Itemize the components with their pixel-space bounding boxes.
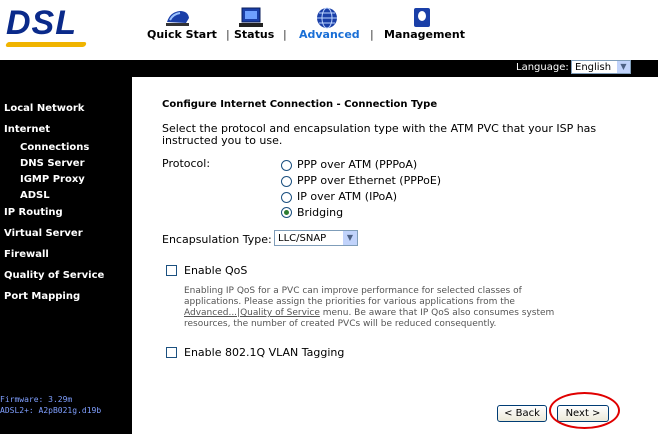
qos-note-line-1: Enabling IP QoS for a PVC can improve performance for selected classes of: [184, 286, 522, 296]
qos-note-line-3: [184, 308, 554, 319]
qos-note-line-3-text: menu. Be aware that IP QoS also consumes system: [319, 308, 555, 318]
sidebar-item-firewall[interactable]: Firewall: [4, 249, 49, 260]
radio-bridging-label: Bridging: [297, 206, 344, 219]
enable-vlan-label: Enable 802.1Q VLAN Tagging: [184, 346, 345, 359]
chevron-down-icon[interactable]: ▼: [343, 231, 357, 245]
nav-management[interactable]: Management: [384, 28, 465, 41]
sidebar-item-dns-server[interactable]: DNS Server: [20, 158, 85, 169]
language-value: English: [575, 62, 612, 73]
radio-bridging[interactable]: [281, 207, 292, 218]
nav-status[interactable]: Status: [234, 28, 275, 41]
enable-qos-label: Enable QoS: [184, 264, 248, 277]
sidebar-item-ip-routing[interactable]: IP Routing: [4, 207, 63, 218]
firmware-version: Firmware: 3.29m: [0, 395, 73, 404]
sidebar-item-igmp-proxy[interactable]: IGMP Proxy: [20, 174, 85, 185]
nav-separator: |: [283, 28, 287, 41]
encapsulation-label: Encapsulation Type:: [162, 233, 272, 246]
sidebar-item-internet[interactable]: Internet: [4, 124, 51, 135]
advanced-globe-icon[interactable]: [313, 6, 341, 30]
back-button[interactable]: < Back: [497, 405, 547, 422]
nav-separator: |: [226, 28, 230, 41]
next-button-highlight: [549, 392, 620, 429]
chevron-down-icon[interactable]: ▼: [617, 61, 630, 73]
quick-start-icon[interactable]: [164, 6, 192, 30]
radio-pppoe[interactable]: [281, 176, 292, 187]
nav-quick-start[interactable]: Quick Start: [147, 28, 217, 41]
sidebar-item-virtual-server[interactable]: Virtual Server: [4, 228, 83, 239]
dsl-logo: DSL: [6, 4, 77, 42]
radio-pppoe-label: PPP over Ethernet (PPPoE): [297, 174, 442, 187]
radio-pppoa[interactable]: [281, 160, 292, 171]
sidebar-item-quality-of-service[interactable]: Quality of Service: [4, 270, 105, 281]
radio-pppoa-label: PPP over ATM (PPPoA): [297, 158, 418, 171]
logo-swoosh: [5, 42, 87, 47]
encapsulation-select[interactable]: [274, 230, 358, 246]
enable-vlan-checkbox[interactable]: [166, 347, 177, 358]
sidebar-item-connections[interactable]: Connections: [20, 142, 90, 153]
header: [0, 0, 658, 60]
language-select[interactable]: [571, 60, 631, 74]
sidebar-item-local-network[interactable]: Local Network: [4, 103, 85, 114]
page-title: Configure Internet Connection - Connection Type: [162, 99, 438, 110]
qos-settings-link[interactable]: Advanced...|Quality of Service: [184, 308, 320, 318]
adsl-version: ADSL2+: A2pB021g.d19b: [0, 406, 102, 415]
encapsulation-value: LLC/SNAP: [278, 233, 327, 244]
radio-ipoa-label: IP over ATM (IPoA): [297, 190, 398, 203]
nav-advanced[interactable]: Advanced: [299, 28, 360, 41]
language-label: Language:: [516, 62, 569, 73]
description-line-1: Select the protocol and encapsulation type with the ATM PVC that your ISP has: [162, 122, 597, 135]
description-line-2: instructed you to use.: [162, 134, 283, 147]
qos-note-line-4: resources, the number of created PVCs will be reduced consequently.: [184, 319, 497, 329]
sidebar-item-adsl[interactable]: ADSL: [20, 190, 50, 201]
management-icon[interactable]: [408, 6, 436, 30]
next-button[interactable]: Next >: [557, 405, 609, 422]
protocol-label: Protocol:: [162, 157, 211, 170]
sidebar-item-port-mapping[interactable]: Port Mapping: [4, 291, 81, 302]
qos-note-line-2: applications. Please assign the priorities for various applications from the: [184, 297, 515, 307]
status-monitor-icon[interactable]: [237, 6, 265, 30]
radio-ipoa[interactable]: [281, 192, 292, 203]
enable-qos-checkbox[interactable]: [166, 265, 177, 276]
nav-separator: |: [370, 28, 374, 41]
